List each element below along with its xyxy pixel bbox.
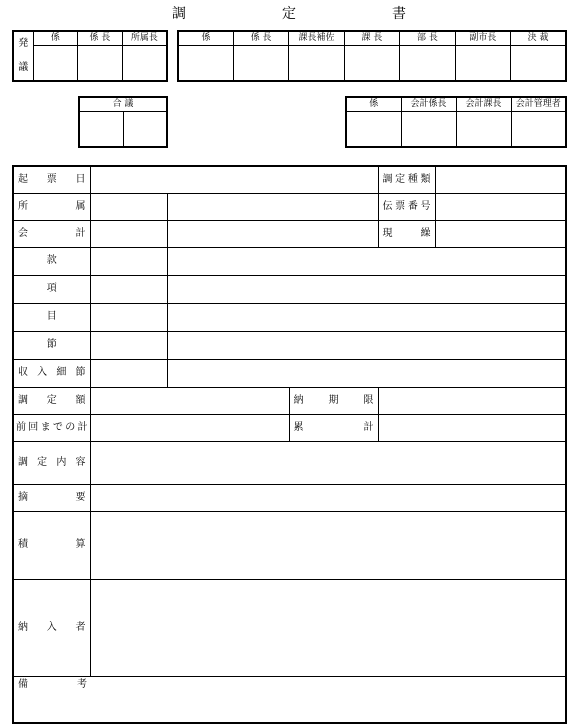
- sekisan-field[interactable]: [90, 511, 566, 579]
- approval-stamp-5[interactable]: [400, 46, 455, 82]
- hatsugi-label-cell: [13, 31, 33, 81]
- kaikei-name-field[interactable]: [167, 220, 378, 247]
- genkuri-label: 現 繰: [378, 220, 435, 247]
- approval-stamp-4[interactable]: [344, 46, 399, 82]
- nounyusha-label: 納 入 者: [13, 579, 90, 676]
- hatsugi-stamp-table: [12, 30, 168, 82]
- shozoku-name-field[interactable]: [167, 193, 378, 220]
- approval-stamp-7[interactable]: [511, 46, 566, 82]
- nounyusha-field[interactable]: [90, 579, 566, 676]
- hatsugi-label-2: 議: [18, 62, 29, 73]
- shunyu-saisetsu-name-field[interactable]: [167, 359, 566, 387]
- chotei-shurui-field[interactable]: [435, 166, 566, 193]
- chotei-gaku-field[interactable]: [90, 387, 289, 414]
- shozoku-label: 所 属: [13, 193, 90, 220]
- tekiyo-field[interactable]: [90, 484, 566, 511]
- moku-name-field[interactable]: [167, 303, 566, 331]
- kaikei-label: 会 計: [13, 220, 90, 247]
- kian-bi-label: 起 票 日: [13, 166, 90, 193]
- chotei-shurui-label: 調 定 種 類: [378, 166, 435, 193]
- title-char-3: 書: [392, 6, 406, 22]
- kaikei-code-field[interactable]: [90, 220, 167, 247]
- nou-kigen-field[interactable]: [378, 387, 566, 414]
- title-char-1: 調: [172, 6, 186, 22]
- biko-label: 備 考: [18, 678, 87, 690]
- approval-stamp-1[interactable]: [178, 46, 233, 82]
- zenkai-kei-field[interactable]: [90, 414, 289, 441]
- hatsugi-label-1: 発: [18, 38, 29, 49]
- approval-col-2: 係 長: [233, 31, 288, 46]
- hatsugi-stamp-3[interactable]: [122, 46, 167, 82]
- hatsugi-stamp-1[interactable]: [33, 46, 78, 82]
- setsu-code-field[interactable]: [90, 331, 167, 359]
- approval-stamp-table: [177, 30, 567, 82]
- accounting-col-3: 会計課長: [456, 97, 511, 112]
- hatsugi-col-kakaricho: 係 長: [78, 31, 123, 46]
- title-char-2: 定: [282, 6, 296, 22]
- kan-code-field[interactable]: [90, 247, 167, 275]
- setsu-name-field[interactable]: [167, 331, 566, 359]
- chotei-naiyo-field[interactable]: [90, 441, 566, 484]
- shunyu-saisetsu-code-field[interactable]: [90, 359, 167, 387]
- kian-bi-field[interactable]: [90, 166, 378, 193]
- kou-label: 項: [13, 275, 90, 303]
- gougi-label: 合 議: [79, 97, 167, 112]
- shunyu-saisetsu-label: 収 入 細 節: [13, 359, 90, 387]
- tekiyo-label: 摘 要: [13, 484, 90, 511]
- accounting-stamp-2[interactable]: [401, 112, 456, 148]
- chotei-gaku-label: 調 定 額: [13, 387, 90, 414]
- setsu-label: 節: [13, 331, 90, 359]
- approval-stamp-3[interactable]: [289, 46, 344, 82]
- denpyo-bango-field[interactable]: [435, 193, 566, 220]
- accounting-stamp-1[interactable]: [346, 112, 401, 148]
- gougi-stamp-2[interactable]: [123, 112, 167, 148]
- approval-col-5: 部 長: [400, 31, 455, 46]
- hatsugi-stamp-2[interactable]: [78, 46, 123, 82]
- approval-col-1: 係: [178, 31, 233, 46]
- biko-field[interactable]: [13, 676, 566, 723]
- kou-code-field[interactable]: [90, 275, 167, 303]
- accounting-col-2: 会計係長: [401, 97, 456, 112]
- kou-name-field[interactable]: [167, 275, 566, 303]
- approval-col-4: 課 長: [344, 31, 399, 46]
- kan-name-field[interactable]: [167, 247, 566, 275]
- zenkai-kei-label: 前 回 ま で の 計: [13, 414, 90, 441]
- ruikei-field[interactable]: [378, 414, 566, 441]
- shozoku-code-field[interactable]: [90, 193, 167, 220]
- moku-label: 目: [13, 303, 90, 331]
- gougi-stamp-1[interactable]: [79, 112, 123, 148]
- moku-code-field[interactable]: [90, 303, 167, 331]
- accounting-stamp-table: [345, 96, 567, 148]
- hatsugi-col-kakari: 係: [33, 31, 78, 46]
- hatsugi-col-shozokucho: 所属長: [122, 31, 167, 46]
- chotei-form-table: [12, 165, 567, 724]
- document-title: [0, 3, 578, 21]
- chotei-naiyo-label: 調 定 内 容: [13, 441, 90, 484]
- gougi-stamp-table: [78, 96, 168, 148]
- approval-col-7: 決 裁: [511, 31, 566, 46]
- denpyo-bango-label: 伝 票 番 号: [378, 193, 435, 220]
- accounting-stamp-3[interactable]: [456, 112, 511, 148]
- approval-col-3: 課長補佐: [289, 31, 344, 46]
- kan-label: 款: [13, 247, 90, 275]
- approval-stamp-2[interactable]: [233, 46, 288, 82]
- approval-stamp-6[interactable]: [455, 46, 510, 82]
- sekisan-label: 積 算: [13, 511, 90, 579]
- accounting-col-4: 会計管理者: [511, 97, 566, 112]
- accounting-stamp-4[interactable]: [511, 112, 566, 148]
- nou-kigen-label: 納 期 限: [289, 387, 378, 414]
- approval-col-6: 副市長: [455, 31, 510, 46]
- accounting-col-1: 係: [346, 97, 401, 112]
- genkuri-field[interactable]: [435, 220, 566, 247]
- ruikei-label: 累 計: [289, 414, 378, 441]
